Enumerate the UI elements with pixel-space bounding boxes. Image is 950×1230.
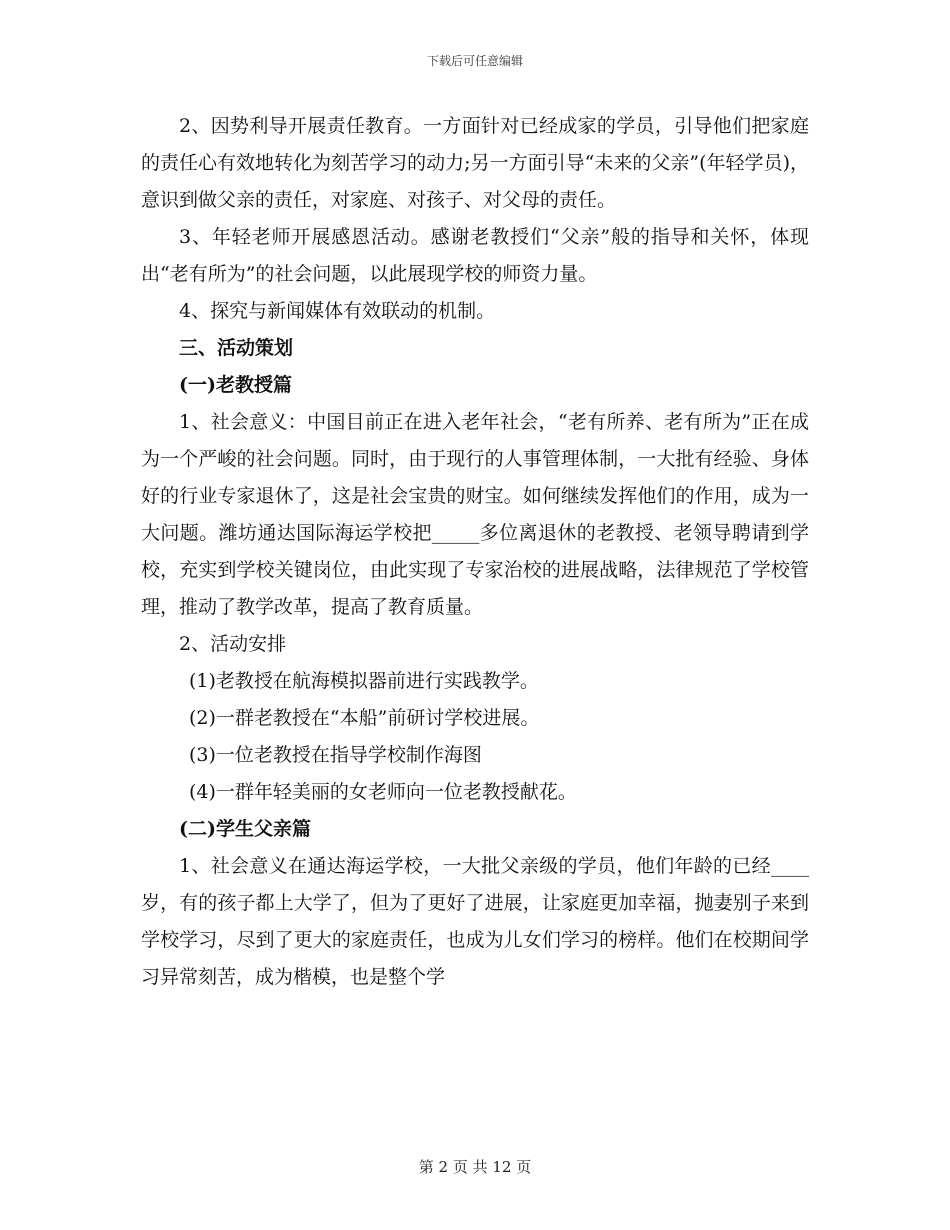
list-item-simulator-teaching: (1)老教授在航海模拟器前进行实践教学。 (189, 670, 539, 692)
paragraph-media-linkage: 4、探究与新闻媒体有效联动的机制。 (179, 300, 496, 322)
document-body (141, 108, 809, 996)
list-item-chart-guidance: (3)一位老教授在指导学校制作海图 (189, 744, 482, 766)
paragraph-social-significance-fathers: 1、社会意义在通达海运学校，一大批父亲级的学员，他们年龄的已经____岁，有的孩子都上大学了，但为了更好了进展，让家庭更加幸福，抛妻别子来到学校学习，尽到了更大的家庭责任，也成为儿女们学习的榜样。他们在校期间学习异常刻苦，成为楷模，也是整个学 (141, 855, 809, 988)
subsection-heading-old-professors: (一)老教授篇 (179, 374, 292, 396)
list-item-ship-discussion: (2)一群老教授在“本船”前研讨学校进展。 (189, 707, 540, 729)
paragraph-social-significance-professors: 1、社会意义：中国目前正在进入老年社会，“老有所养、老有所为”正在成为一个严峻的社会问题。同时，由于现行的人事管理体制，一大批有经验、身体好的行业专家退休了，这是社会宝贵的财宝。如何继续发挥他们的作用，成为一大问题。潍坊通达国际海运学校把_____多位离退休的老教授、老领导聘请到学校，充实到学校关键岗位，由此实现了专家治校的进展战略，法律规范了学校管理，推动了教学改革，提高了教育质量。 (141, 411, 809, 618)
page-number: 第 2 页 共 12 页 (418, 1158, 532, 1176)
paragraph-activity-arrangement: 2、活动安排 (179, 633, 287, 655)
list-item-flower-presentation: (4)一群年轻美丽的女老师向一位老教授献花。 (189, 781, 577, 803)
paragraph-gratitude-activity: 3、年轻老师开展感恩活动。感谢老教授们“父亲”般的指导和关怀，体现出“老有所为”的社会问题，以此展现学校的师资力量。 (141, 226, 809, 285)
paragraph-responsibility-education: 2、因势利导开展责任教育。一方面针对已经成家的学员，引导他们把家庭的责任心有效地转化为刻苦学习的动力;另一方面引导“未来的父亲”(年轻学员)，意识到做父亲的责任，对家庭、对孩子、对父母的责任。 (141, 115, 809, 211)
section-heading-activity-planning: 三、活动策划 (179, 337, 294, 359)
page-header: 下载后可任意编辑 (426, 54, 523, 68)
subsection-heading-student-fathers: (二)学生父亲篇 (179, 818, 311, 840)
